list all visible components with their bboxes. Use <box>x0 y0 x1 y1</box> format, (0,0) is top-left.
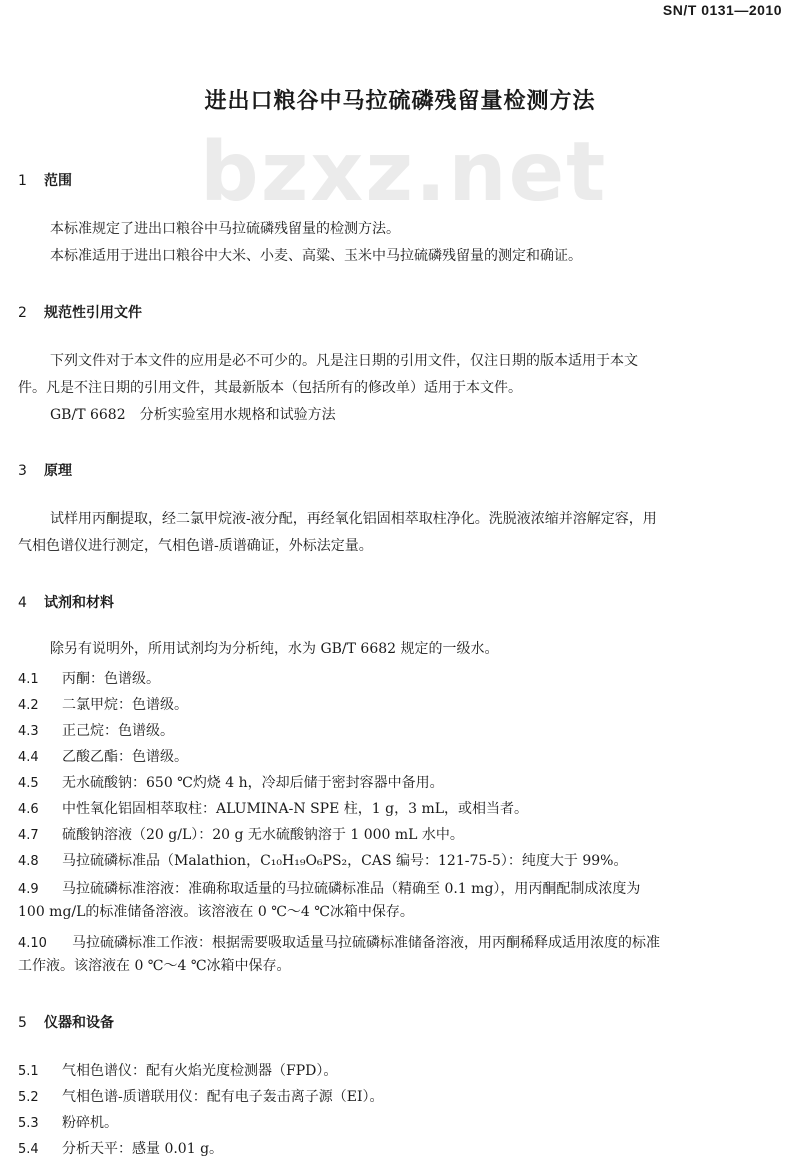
section-2-heading: 2 规范性引用文件 <box>18 305 142 321</box>
standard-code: SN/T 0131—2010 <box>662 2 782 18</box>
section-4-intro: 除另有说明外，所用试剂均为分析纯，水为 GB/T 6682 规定的一级水。 <box>50 641 499 657</box>
section-3-para-line-2: 气相色谱仪进行测定，气相色谱-质谱确证，外标法定量。 <box>18 538 373 554</box>
list-item: 4.5 无水硫酸钠：650 ℃灼烧 4 h，冷却后储于密封容器中备用。 <box>18 775 444 791</box>
section-4-heading: 4 试剂和材料 <box>18 595 114 611</box>
list-item: 5.2 气相色谱-质谱联用仪：配有电子轰击离子源（EI）。 <box>18 1089 384 1105</box>
list-item: 4.4 乙酸乙酯：色谱级。 <box>18 749 188 765</box>
list-item: 4.6 中性氧化铝固相萃取柱：ALUMINA-N SPE 柱，1 g，3 mL，或相当者。 <box>18 801 529 817</box>
list-item-continuation: 100 mg/L的标准储备溶液。该溶液在 0 ℃～4 ℃冰箱中保存。 <box>18 904 414 920</box>
list-item: 4.10 马拉硫磷标准工作液：根据需要吸取适量马拉硫磷标准储备溶液，用丙酮稀释成适用浓度的标准 <box>18 935 660 951</box>
section-1-para-1: 本标准规定了进出口粮谷中马拉硫磷残留量的检测方法。 <box>50 221 400 237</box>
document-title: 进出口粮谷中马拉硫磷残留量检测方法 <box>204 89 596 114</box>
list-item: 4.8 马拉硫磷标准品（Malathion，C₁₀H₁₉O₆PS₂，CAS 编号：121-75-5）：纯度大于 99%。 <box>18 853 628 869</box>
list-item: 4.1 丙酮：色谱级。 <box>18 671 160 687</box>
section-3-heading: 3 原理 <box>18 463 72 479</box>
list-item: 4.9 马拉硫磷标准溶液：准确称取适量的马拉硫磷标准品（精确至 0.1 mg），用丙酮配制成浓度为 <box>18 881 641 897</box>
section-5-heading: 5 仪器和设备 <box>18 1015 114 1031</box>
section-2-para-line-1: 下列文件对于本文件的应用是必不可少的。凡是注日期的引用文件，仅注日期的版本适用于本文 <box>50 353 638 369</box>
list-item: 4.2 二氯甲烷：色谱级。 <box>18 697 188 713</box>
section-2-para-line-2: 件。凡是不注日期的引用文件，其最新版本（包括所有的修改单）适用于本文件。 <box>18 380 522 396</box>
section-1-heading: 1 范围 <box>18 173 72 189</box>
list-item: 5.4 分析天平：感量 0.01 g。 <box>18 1141 224 1157</box>
list-item: 5.1 气相色谱仪：配有火焰光度检测器（FPD）。 <box>18 1063 338 1079</box>
list-item-continuation: 工作液。该溶液在 0 ℃～4 ℃冰箱中保存。 <box>18 958 291 974</box>
list-item: 4.7 硫酸钠溶液（20 g/L）：20 g 无水硫酸钠溶于 1 000 mL 水中。 <box>18 827 464 843</box>
list-item: 5.3 粉碎机。 <box>18 1115 118 1131</box>
section-2-reference: GB/T 6682 分析实验室用水规格和试验方法 <box>50 407 336 423</box>
list-item: 4.3 正己烷：色谱级。 <box>18 723 174 739</box>
section-1-para-2: 本标准适用于进出口粮谷中大米、小麦、高粱、玉米中马拉硫磷残留量的测定和确证。 <box>50 248 582 264</box>
watermark: bzxz.net <box>200 125 608 220</box>
section-3-para-line-1: 试样用丙酮提取，经二氯甲烷液-液分配，再经氧化铝固相萃取柱净化。洗脱液浓缩并溶解定容，用 <box>50 511 657 527</box>
